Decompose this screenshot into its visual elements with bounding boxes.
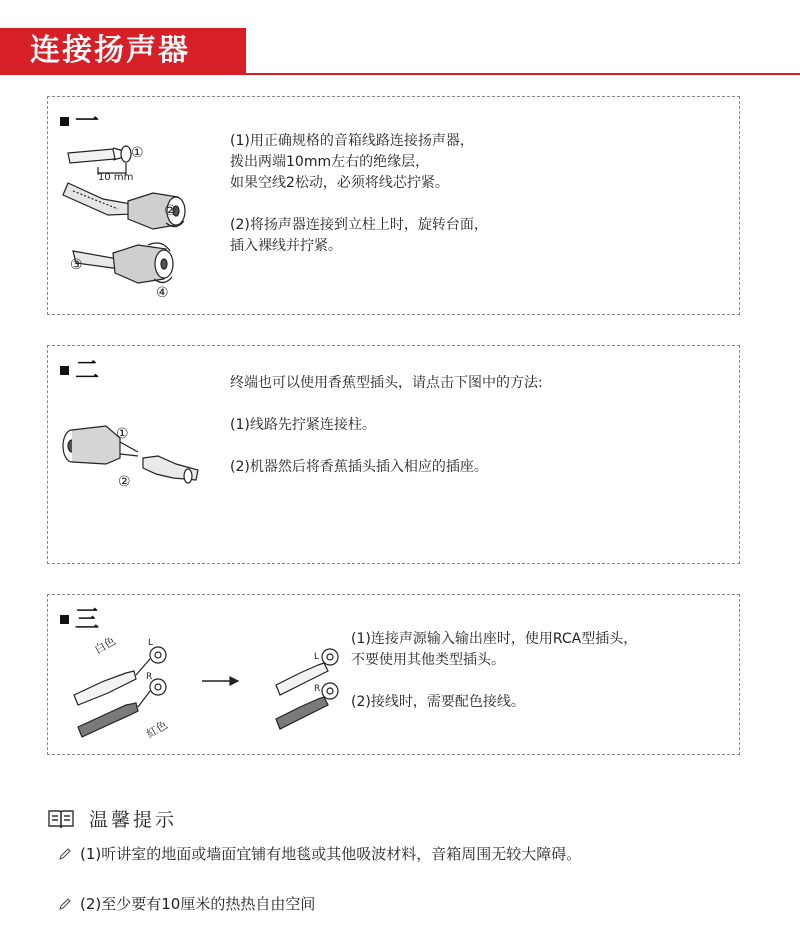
section-3-panel [47, 594, 740, 755]
red-wire-label: 紅色 [144, 718, 170, 741]
text-line: 不要使用其他类型插头。 [351, 652, 505, 668]
pencil-icon [58, 847, 72, 861]
text-line: (2)机器然后将香蕉插头插入相应的插座。 [230, 459, 488, 475]
right-channel-label: R [146, 672, 153, 682]
section-2-text [230, 373, 543, 478]
title-underline [0, 73, 800, 75]
text-line: 插入裸线并拧紧。 [230, 238, 342, 254]
white-wire-label: 白色 [92, 634, 118, 657]
tip-item [58, 893, 315, 914]
bullet-square-icon [60, 117, 69, 126]
callout-1: ① [131, 145, 144, 161]
callout-2: ② [118, 474, 131, 490]
section-1-panel [47, 96, 740, 315]
text-line: (1)连接声源输入输出座时，使用RCA型插头， [351, 631, 638, 647]
section-1-step-number: 一 [75, 107, 99, 135]
tips-heading [47, 805, 177, 832]
text-line [230, 436, 543, 457]
page-title: 连接扬声器 [0, 28, 246, 74]
section-3-step-number: 三 [75, 605, 99, 633]
tip-text: (1)听讲室的地面或墙面宜铺有地毯或其他吸波材料，音箱周围无较大障碍。 [80, 845, 582, 863]
dimension-label: 10 mm [98, 172, 134, 183]
section-1-text [230, 131, 488, 257]
section-2-step-number: 二 [75, 356, 99, 384]
text-line: 如果空线2松动，必须将线芯拧紧。 [230, 175, 449, 191]
tip-text: (2)至少要有10厘米的热热自由空间 [80, 895, 316, 913]
tips-title: 温馨提示 [89, 809, 178, 831]
banana-plug-illustration [58, 418, 208, 498]
section-1-heading [60, 109, 99, 133]
text-line: 拨出两端10mm左右的绝缘层， [230, 154, 430, 170]
callout-3: ③ [70, 257, 83, 273]
pencil-icon [58, 897, 72, 911]
callout-1: ① [116, 426, 129, 442]
text-line: 终端也可以使用香蕉型插头，请点击下图中的方法: [230, 375, 543, 391]
text-line [351, 671, 637, 692]
text-line [230, 194, 488, 215]
left-channel-label: L [148, 638, 154, 648]
callout-4: ④ [156, 285, 169, 301]
section-3-heading [60, 607, 99, 631]
book-icon [47, 808, 75, 830]
section-3-text [351, 629, 637, 713]
text-line: (2)将扬声器连接到立柱上时，旋转台面， [230, 217, 488, 233]
text-line: (2)接线时，需要配色接线。 [351, 694, 525, 710]
text-line: (1)线路先拧紧连接柱。 [230, 417, 376, 433]
callout-2: ② [164, 203, 177, 219]
bullet-square-icon [60, 615, 69, 624]
left-channel-label: L [314, 652, 320, 662]
right-channel-label: R [314, 684, 321, 694]
text-line [230, 394, 543, 415]
tip-item [58, 843, 581, 864]
text-line: (1)用正确规格的音箱线路连接扬声器， [230, 133, 474, 149]
section-2-heading [60, 358, 99, 382]
section-2-panel [47, 345, 740, 564]
bullet-square-icon [60, 366, 69, 375]
